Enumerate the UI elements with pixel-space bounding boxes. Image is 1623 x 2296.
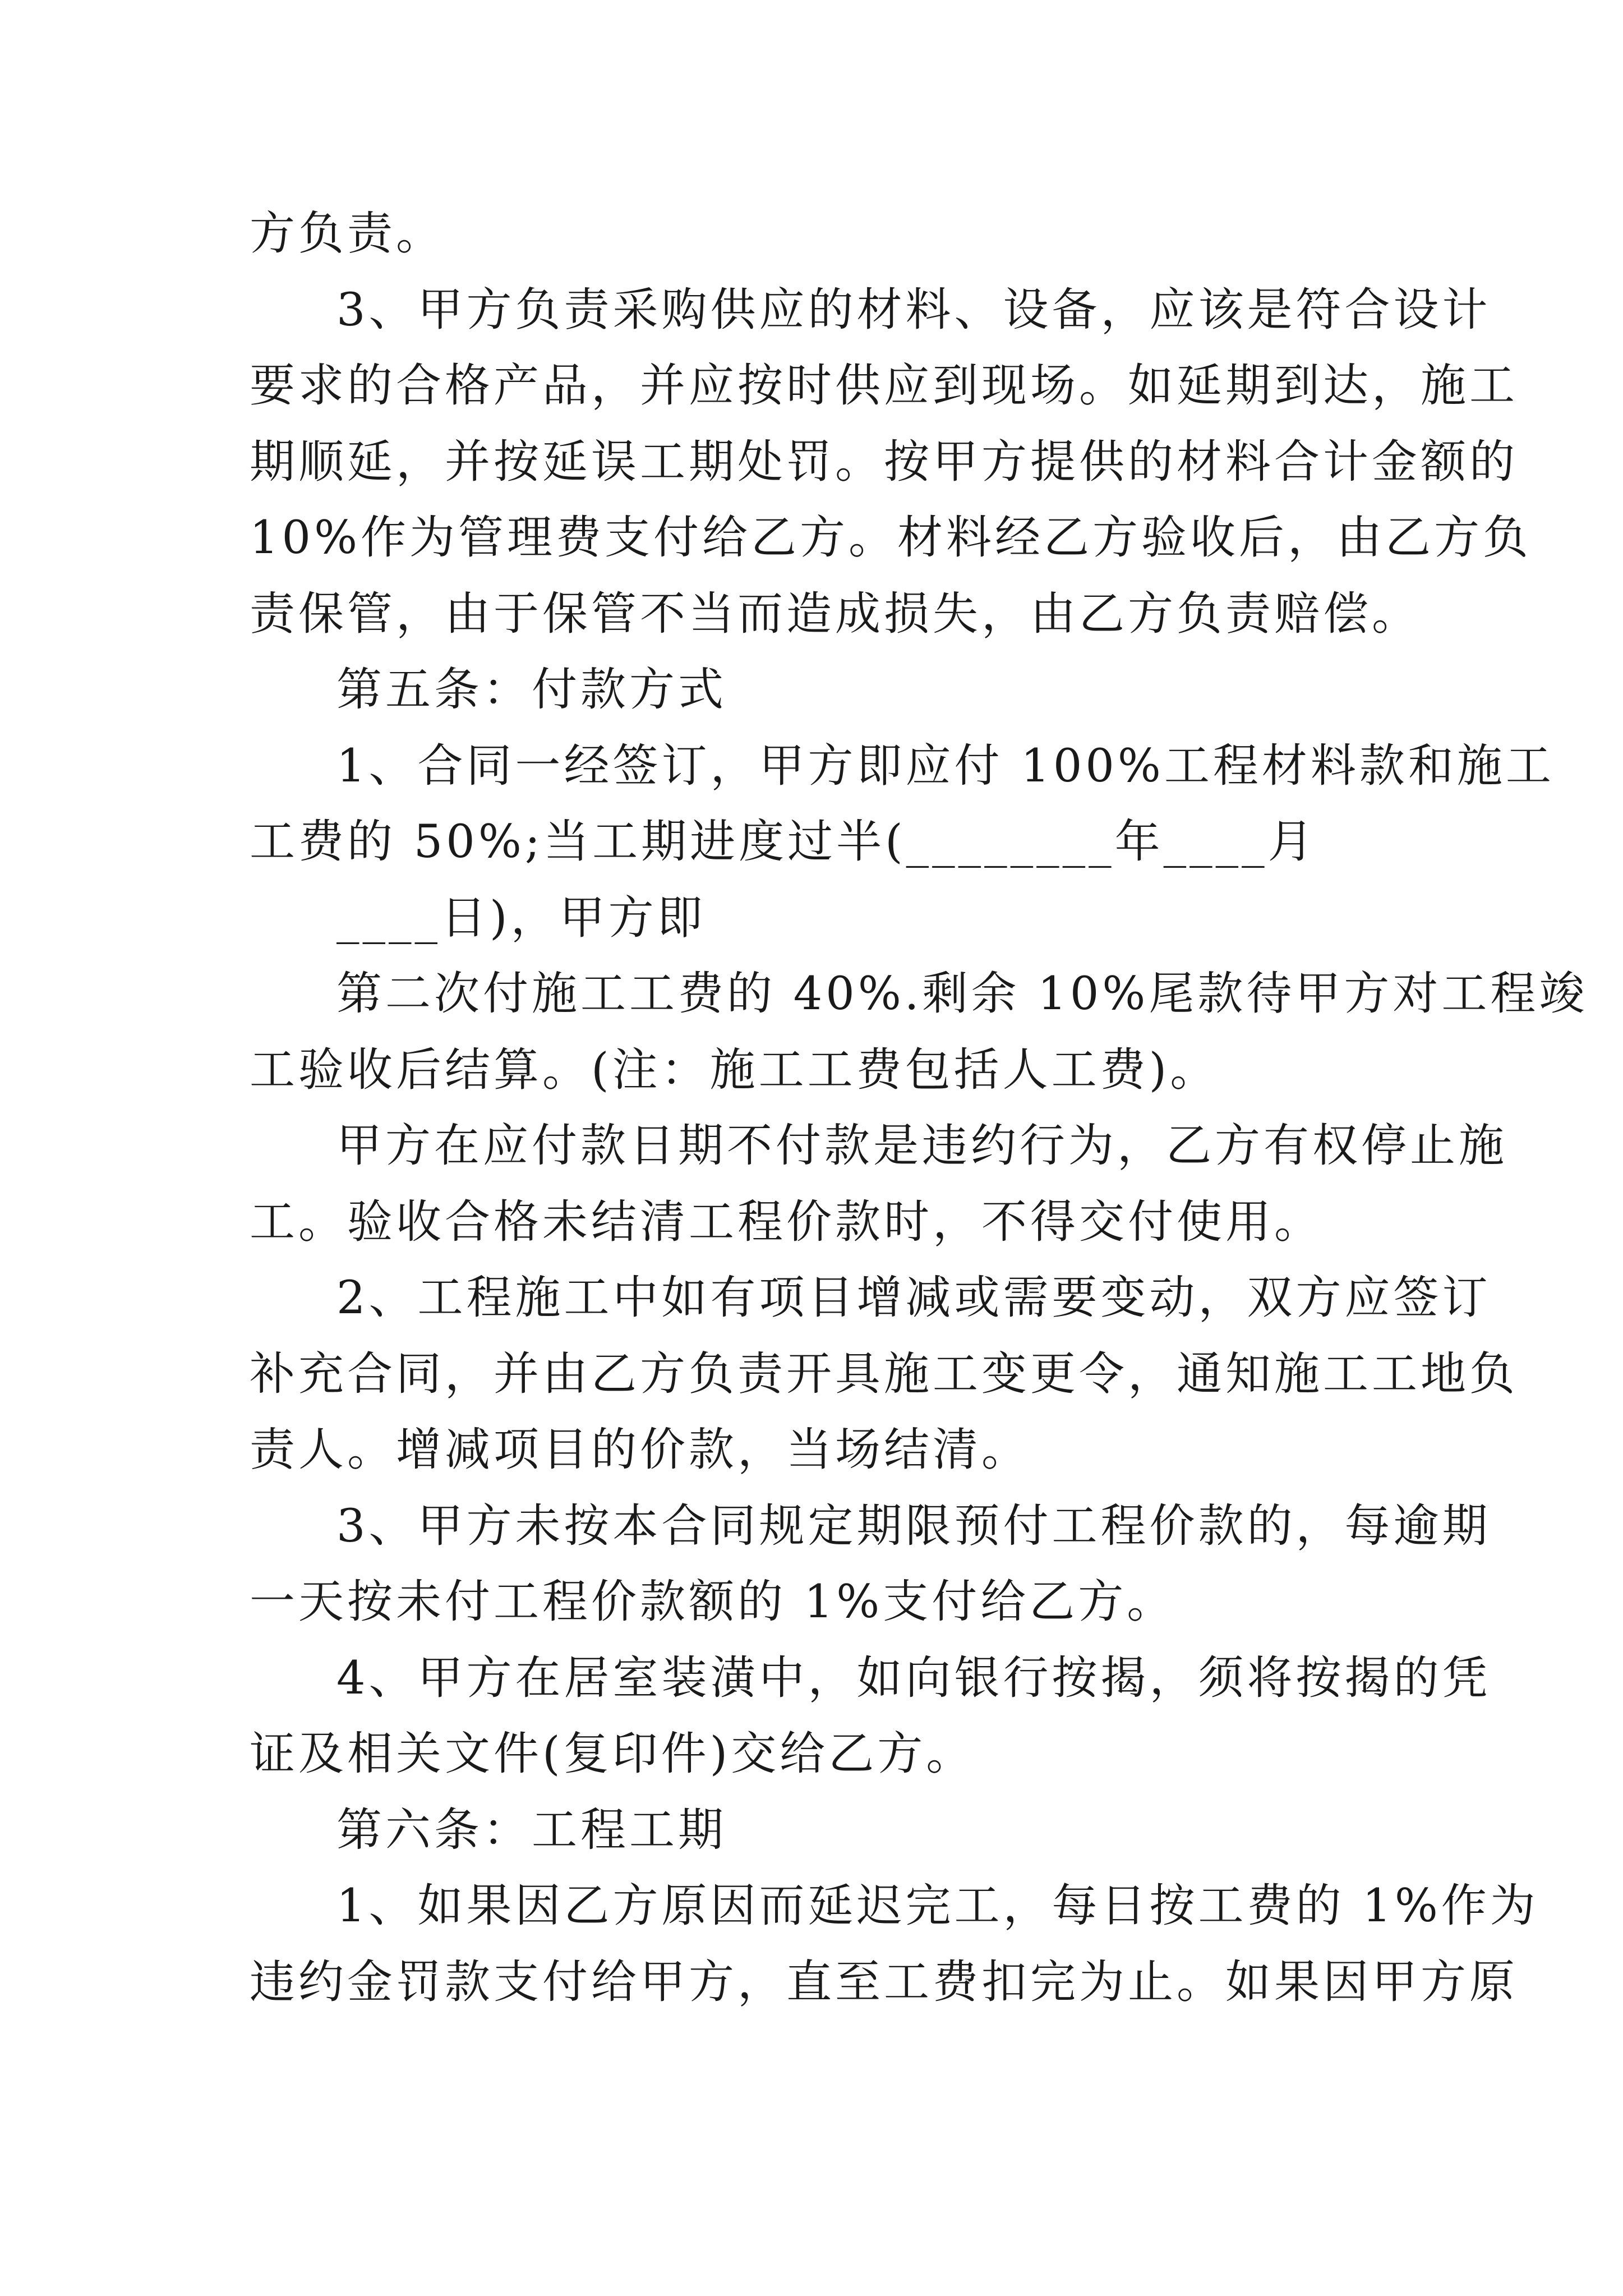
text-line: 10%作为管理费支付给乙方。材料经乙方验收后，由乙方负 [250, 512, 1532, 564]
text-line: 违约金罚款支付给甲方，直至工费扣完为止。如果因甲方原 [250, 1955, 1519, 2009]
text-line: 甲方在应付款日期不付款是违约行为，乙方有权停止施 [336, 1120, 1508, 1172]
section-heading: 第五条：付款方式 [336, 664, 727, 716]
text-line: 4、甲方在居室装潢中，如向银行按揭，须将按揭的凭 [336, 1651, 1491, 1705]
text-line: 工费的 50%;当工期进度过半(________年____月 [250, 816, 1317, 868]
text-line: 补充合同，并由乙方负责开具施工变更令，通知施工工地负 [250, 1347, 1519, 1401]
text-line: 要求的合格产品，并应按时供应到现场。如延期到达，施工 [250, 360, 1519, 412]
text-line: 1、如果因乙方原因而延迟完工，每日按工费的 1%作为 [336, 1880, 1539, 1932]
text-line: 证及相关文件(复印件)交给乙方。 [250, 1728, 975, 1780]
text-line: 责保管，由于保管不当而造成损失，由乙方负责赔偿。 [250, 587, 1421, 641]
section-heading: 第六条：工程工期 [336, 1803, 727, 1857]
text-line: 期顺延，并按延误工期处罚。按甲方提供的材料合计金额的 [250, 435, 1519, 489]
text-line: 1、合同一经签订，甲方即应付 100%工程材料款和施工 [336, 739, 1555, 793]
text-line: 3、甲方负责采购供应的材料、设备，应该是符合设计 [336, 283, 1491, 337]
contract-text-block [250, 196, 1588, 2021]
text-line: 方负责。 [250, 208, 445, 260]
text-line: 工。验收合格未结清工程价款时，不得交付使用。 [250, 1195, 1324, 1249]
text-line: 工验收后结算。(注：施工工费包括人工费)。 [250, 1043, 1219, 1097]
text-line: 责人。增减项目的价款，当场结清。 [250, 1424, 1031, 1476]
text-line: 2、工程施工中如有项目增减或需要变动，双方应签订 [336, 1272, 1491, 1324]
text-line: 一天按未付工程价款额的 1%支付给乙方。 [250, 1576, 1176, 1628]
text-line: 3、甲方未按本合同规定期限预付工程价款的，每逾期 [336, 1499, 1491, 1553]
text-line: 第二次付施工工费的 40%.剩余 10%尾款待甲方对工程竣 [336, 968, 1588, 1020]
text-line: ____日)，甲方即 [336, 891, 706, 945]
